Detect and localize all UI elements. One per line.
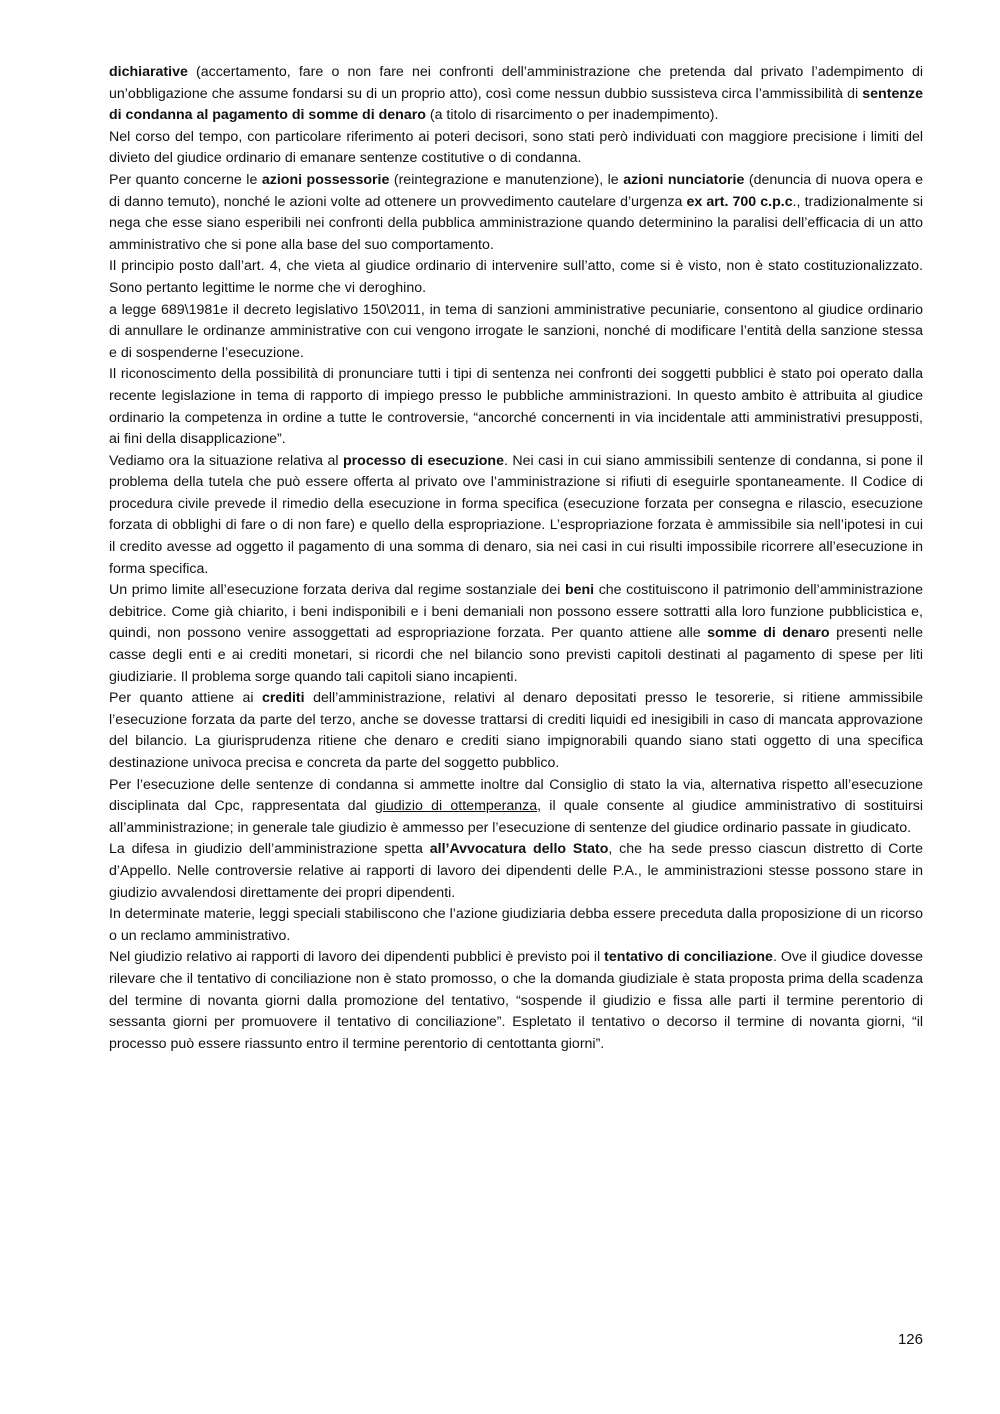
- paragraph: [109, 839, 923, 904]
- text-segment: Nel giudizio relativo ai rapporti di lavoro dei dipendenti pubblici è previsto poi il: [109, 949, 605, 966]
- text-segment: La difesa in giudizio dell’amministrazione spetta: [109, 841, 430, 858]
- text-segment: . Ove il giudice dovesse rilevare che il tentativo di conciliazione non è stato promosso, o che la domanda giudiziale è stata proposta prima della scadenza del termine di novanta giorni dalla promozione del tentativo, “sospende il giudizio e fissa alle parti il termine perentorio di sessanta giorni per promuovere il tentativo di conciliazione”. Espletato il tentativo o decorso il termine di novanta giorni, “il processo può essere riassunto entro il termine perentorio di centottanta giorni”.: [109, 949, 923, 1052]
- bold-term: sentenze di condanna al pagamento di somme di denaro: [109, 85, 923, 124]
- paragraph: [109, 170, 923, 256]
- paragraph: [109, 688, 923, 774]
- text-segment: Per quanto attiene ai: [109, 690, 263, 707]
- text-segment: Un primo limite all’esecuzione forzata deriva dal regime sostanziale dei: [109, 582, 565, 599]
- bold-term: crediti: [262, 690, 305, 707]
- paragraph: [109, 947, 923, 1055]
- bold-term: all’Avvocatura dello Stato: [429, 841, 609, 858]
- text-segment: . Nei casi in cui siano ammissibili sentenze di condanna, si pone il problema della tutela che può essere offerta al privato ove l’amministrazione si rifiuti di eseguirle spontaneamente. Il Codice di procedura civile prevede il rimedio della esecuzione in forma specifica (esecuzione forzata per consegna e rilascio, esecuzione forzata di obblighi di fare o di non fare) e quello della espropriazione. L’espropriazione forzata è ammissibile sia nell’ipotesi in cui il credito avesse ad oggetto il pagamento di una somma di denaro, sia nei casi in cui risulti impossibile ricorrere all’esecuzione in forma specifica.: [109, 452, 923, 577]
- text-segment: a legge 689\1981e il decreto legislativo 150\2011, in tema di sanzioni amministrative pecuniarie, consentono al giudice ordinario di annullare le ordinanze amministrative con cui vengono irrogate le sanzioni, nonché di modificare l’entità della sanzione stessa e di sospenderne l’esecuzione.: [109, 301, 923, 361]
- text-segment: Il principio posto dall’art. 4, che vieta al giudice ordinario di intervenire sull’atto, come si è visto, non è stato costituzionalizzato. Sono pertanto legittime le norme che vi deroghino.: [109, 258, 923, 296]
- paragraph: [109, 775, 923, 840]
- bold-term: beni: [564, 582, 595, 599]
- paragraph: [109, 300, 923, 365]
- paragraph: [109, 62, 923, 127]
- bold-term: dichiarative: [109, 64, 188, 80]
- page-number: 126: [897, 1331, 923, 1348]
- underlined-term: giudizio di ottemperanza: [374, 798, 538, 815]
- text-segment: Per quanto concerne le: [109, 171, 262, 188]
- text-segment: In determinate materie, leggi speciali stabiliscono che l’azione giudiziaria debba essere preceduta dalla proposizione di un ricorso o un reclamo amministrativo.: [109, 906, 923, 944]
- paragraph: [109, 364, 923, 450]
- paragraph: [109, 127, 923, 170]
- text-segment: dell’amministrazione, relativi al denaro depositati presso le tesorerie, si ritiene ammissibile l’esecuzione forzata da parte del terzo, anche se dovesse trattarsi di crediti liquidi ed inesigibili in caso di mancata approvazione del bilancio. La giurisprudenza ritiene che denaro e crediti siano impignorabili quando siano stati oggetto di una specifica destinazione univoca precisa e concreta da parte del soggetto pubblico.: [109, 690, 923, 771]
- text-segment: presenti nelle casse degli enti e ai crediti monetari, si ricordi che nel bilancio sono previsti capitoli destinati al pagamento di spese per liti giudiziarie. Il problema sorge quando tali capitoli siano incapienti.: [109, 625, 923, 685]
- text-segment: Nel corso del tempo, con particolare riferimento ai poteri decisori, sono stati però individuati con maggiore precisione i limiti del divieto del giudice ordinario di emanare sentenze costitutive o di condanna.: [109, 128, 923, 167]
- text-segment: (a titolo di risarcimento o per inadempimento).: [425, 107, 719, 124]
- paragraph: [109, 580, 923, 688]
- text-segment: (reintegrazione e manutenzione), le: [389, 171, 624, 188]
- bold-term: ex art. 700 c.p.c: [686, 193, 793, 210]
- paragraph: [109, 904, 923, 947]
- bold-term: somme di denaro: [707, 625, 830, 642]
- bold-term: azioni nunciatorie: [623, 171, 745, 188]
- text-segment: (accertamento, fare o non fare nei confronti dell’amministrazione che pretenda dal privato l’adempimento di un’obbligazione che assume fondarsi su di un proprio atto), così come nessun dubbio sussisteva circa l’ammissibilità di: [109, 64, 923, 102]
- text-segment: Vediamo ora la situazione relativa al: [109, 452, 343, 469]
- text-segment: che costituiscono il patrimonio dell’amministrazione debitrice. Come già chiarito, i beni indisponibili e i beni demaniali non possono essere sottratti alla loro funzione pubblicistica e, quindi, non possono venire assoggettati ad espropriazione forzata. Per quanto attiene alle: [109, 582, 924, 642]
- text-segment: , che ha sede presso ciascun distretto di Corte d’Appello. Nelle controversie relative ai rapporti di lavoro dei dipendenti delle P.A., le amministrazioni stesse possono stare in giudizio avvalendosi direttamente dei propri dipendenti.: [109, 841, 923, 901]
- text-segment: ., tradizionalmente si nega che esse siano esperibili nei confronti della pubblica amministrazione quando determinino la paralisi dell’efficacia di un atto amministrativo che si pone alla base del suo comportamento.: [109, 193, 923, 253]
- bold-term: tentativo di conciliazione: [604, 949, 773, 966]
- bold-term: processo di esecuzione: [342, 452, 504, 469]
- text-segment: , il quale consente al giudice amministrativo di sostituirsi all’amministrazione; in generale tale giudizio è ammesso per l’esecuzione di sentenze del giudice ordinario passate in giudicato.: [109, 798, 923, 836]
- paragraph: [109, 451, 923, 581]
- body-text: [109, 62, 923, 1055]
- bold-term: azioni possessorie: [261, 171, 390, 188]
- paragraph: [109, 256, 923, 299]
- text-segment: Il riconoscimento della possibilità di pronunciare tutti i tipi di sentenza nei confronti dei soggetti pubblici è stato poi operato dalla recente legislazione in tema di rapporto di impiego presso le pubbliche amministrazioni. In questo ambito è attribuita al giudice ordinario la competenza in ordine a tutte le controversie, “ancorché concernenti in via incidentale atti amministrativi presupposti, ai fini della disapplicazione”.: [109, 366, 923, 448]
- text-segment: Per l’esecuzione delle sentenze di condanna si ammette inoltre dal Consiglio di stato la via, alternativa rispetto all’esecuzione disciplinata dal Cpc, rappresentata dal: [109, 776, 923, 815]
- text-segment: (denuncia di nuova opera e di danno temuto), nonché le azioni volte ad ottenere un provvedimento cautelare d’urgenza: [109, 171, 924, 210]
